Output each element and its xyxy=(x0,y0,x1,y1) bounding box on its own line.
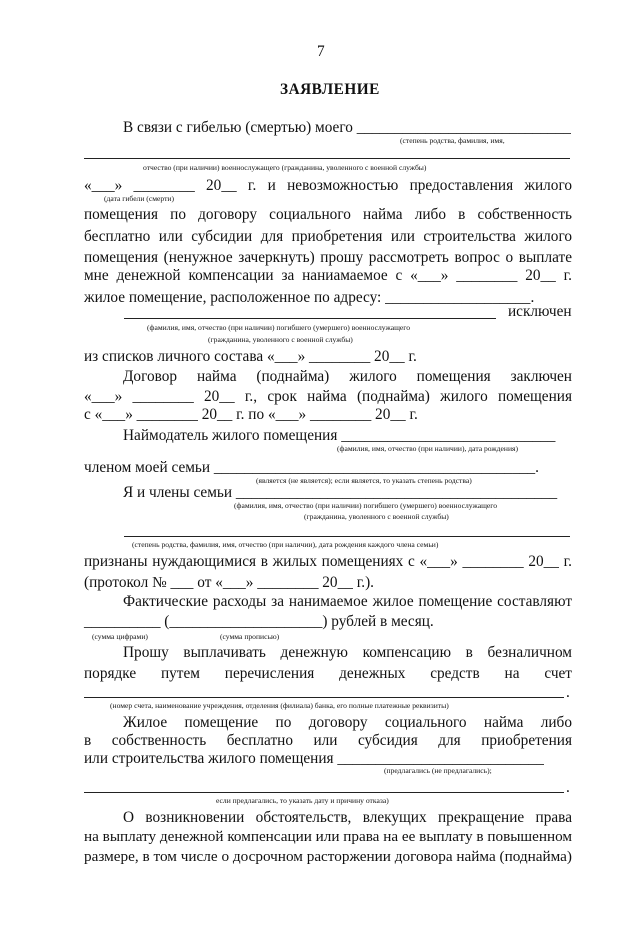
text-line-10: Договор найма (поднайма) жилого помещения заключен xyxy=(123,368,572,385)
text-line-15: Я и члены семьи __________________________________________ xyxy=(123,484,558,501)
text-line-18: Фактические расходы за нанимаемое жилое помещение составляют xyxy=(123,593,572,610)
text-line-3: помещения по договору социального найма либо в собственность xyxy=(84,206,572,223)
caption-sum-digits: (сумма цифрами) xyxy=(92,632,148,641)
caption-death-date: (дата гибели (смерти) xyxy=(104,194,174,203)
text-line-24: или строительства жилого помещения ___________________________ xyxy=(84,750,544,767)
text-line-25: О возникновении обстоятельств, влекущих прекращение права xyxy=(123,809,572,826)
text-line-6: мне денежной компенсации за наниамаемое с «___» ________ 20__ г. xyxy=(84,267,572,284)
text-line-21: порядке путем перечисления денежных средств на счет xyxy=(84,665,572,682)
caption-deceased-name: (фамилия, имя, отчество (при наличии) погибшего (умершего) военнослужащего xyxy=(147,323,411,332)
caption-citizen: (гражданина, уволенного с военной службы) xyxy=(208,335,353,344)
caption-family-members: (степень родства, фамилия, имя, отчество (при наличии), дата рождения каждого члена семьи) xyxy=(132,540,439,549)
text-line-8: исключен xyxy=(508,303,572,320)
text-line-14: членом моей семьи __________________________________________. xyxy=(84,459,539,476)
text-line-2: «___» ________ 20__ г. и невозможностью предоставления жилого xyxy=(84,177,572,194)
caption-patronymic: отчество (при наличии) военнослужащего (гражданина, уволенного с военной службы) xyxy=(143,163,427,172)
period: . xyxy=(566,684,570,701)
blank-line xyxy=(84,158,570,159)
text-line-5: помещения (ненужное зачеркнуть) прошу рассмотреть вопрос о выплате xyxy=(84,249,572,266)
text-line-9: из списков личного состава «___» ________ 20__ г. xyxy=(84,348,417,365)
caption-landlord: (фамилия, имя, отчество (при наличии), дата рождения) xyxy=(337,444,519,453)
caption-offered: (предлагались (не предлагались); xyxy=(384,766,492,775)
text-line-13: Наймодатель жилого помещения ____________________________ xyxy=(123,427,556,444)
text-line-27: размере, в том числе о досрочном расторжении договора найма (поднайма) xyxy=(84,848,572,865)
text-line-23: в собственность бесплатно или субсидия для приобретения xyxy=(84,732,572,749)
caption-family-names: (фамилия, имя, отчество (при наличии) погибшего (умершего) военнослужащего xyxy=(234,501,498,510)
document-title: ЗАЯВЛЕНИЕ xyxy=(280,81,380,98)
caption-family-status: (является (не является); если является, то указать степень родства) xyxy=(256,476,472,485)
period: . xyxy=(566,779,570,796)
text-line-4: бесплатно или субсидии для приобретения или строительства жилого xyxy=(84,228,572,245)
text-line-16: признаны нуждающимися в жилых помещениях с «___» ________ 20__ г. xyxy=(84,553,572,570)
blank-line xyxy=(84,697,564,698)
text-line-12: с «___» ________ 20__ г. по «___» ________ 20__ г. xyxy=(84,406,418,423)
text-line-11: «___» ________ 20__ г., срок найма (поднайма) жилого помещения xyxy=(84,388,572,405)
caption-sum-words: (сумма прописью) xyxy=(220,632,280,641)
caption-family-citizen: (гражданина, уволенного с военной службы) xyxy=(304,512,449,521)
caption-refusal: если предлагались, то указать дату и причину отказа) xyxy=(216,796,389,805)
blank-line xyxy=(124,318,496,319)
caption-relation: (степень родства, фамилия, имя, xyxy=(400,136,505,145)
text-line-19: __________ (____________________) рублей в месяц. xyxy=(84,613,434,630)
text-line-26: на выплату денежной компенсации или права на ее выплату в повышенном xyxy=(84,828,572,845)
text-line-7: жилое помещение, расположенное по адресу: ___________________. xyxy=(84,289,535,306)
text-line-22: Жилое помещение по договору социального найма либо xyxy=(123,714,572,731)
blank-line xyxy=(84,792,564,793)
text-line-1: В связи с гибелью (смертью) моего ____________________________ xyxy=(123,119,571,136)
text-line-20: Прошу выплачивать денежную компенсацию в безналичном xyxy=(123,644,572,661)
caption-bank-details: (номер счета, наименование учреждения, отделения (филиала) банка, его полные платежные реквизиты) xyxy=(110,701,449,710)
blank-line xyxy=(124,536,570,537)
page-number: 7 xyxy=(317,43,325,60)
text-line-17: (протокол № ___ от «___» ________ 20__ г.). xyxy=(84,574,374,591)
